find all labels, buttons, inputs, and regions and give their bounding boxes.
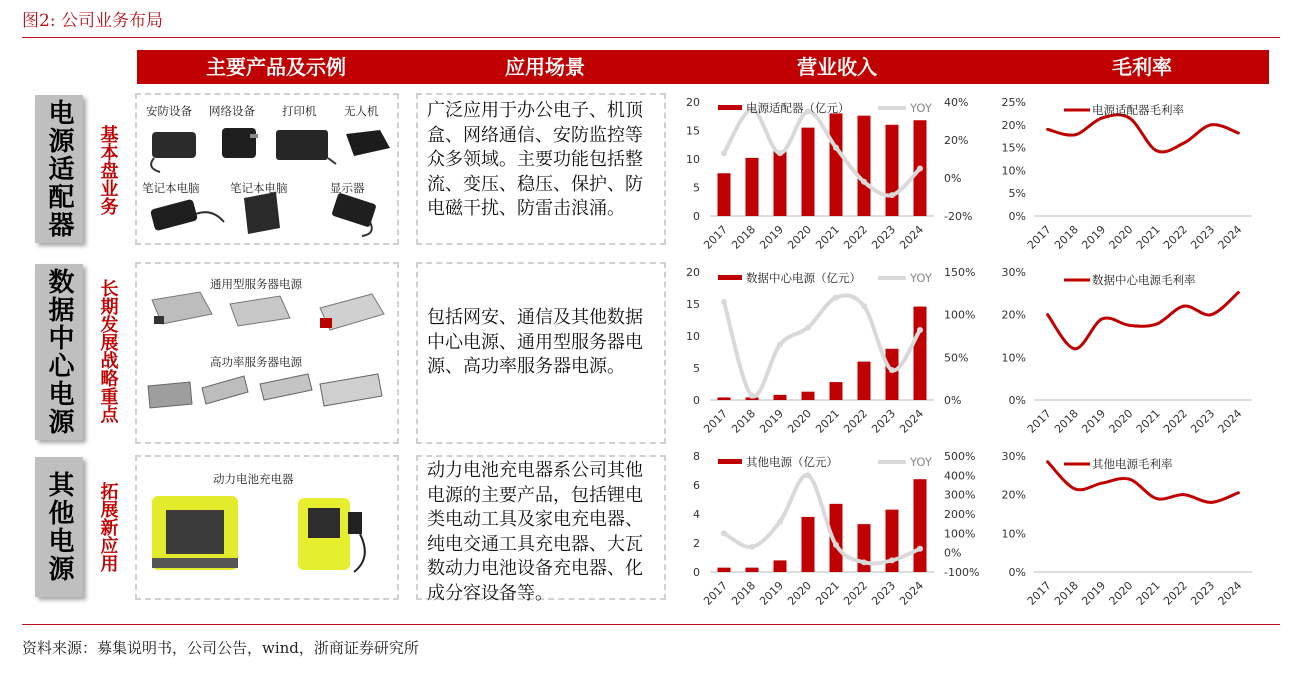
x-tick-label: 2023	[1188, 406, 1218, 436]
revenue-bar	[718, 568, 731, 572]
revenue-bar	[830, 113, 843, 216]
legend-margin-label: 电源适配器毛利率	[1092, 103, 1184, 117]
x-tick-label: 2017	[1024, 406, 1054, 436]
x-tick-label: 2024	[897, 578, 927, 608]
x-tick-label: 2023	[1188, 222, 1218, 252]
margin-point	[1237, 291, 1240, 294]
hp-server-psu-image	[202, 376, 248, 404]
laptop-adapter2-image	[244, 192, 280, 234]
x-tick-label: 2020	[1106, 222, 1136, 252]
desc-other: 动力电池充电器系公司其他电源的主要产品，包括锂电类电动工具及家电充电器、纯电交通工具充电器、大瓦数动力电池设备充电器、化成分容设备等。	[427, 460, 643, 604]
legend-yoy-label: YOY	[910, 271, 932, 285]
x-tick-label: 2023	[869, 406, 899, 436]
margin-point	[1155, 497, 1158, 500]
margin-point	[1210, 313, 1213, 316]
y-tick-label: 25%	[1001, 96, 1026, 109]
x-tick-label: 2017	[1024, 222, 1054, 252]
legend-bar-swatch	[718, 105, 742, 110]
yoy-point	[833, 145, 839, 151]
x-tick-label: 2022	[1161, 222, 1190, 252]
x-tick-label: 2023	[869, 578, 899, 608]
x-tick-label: 2022	[841, 578, 871, 608]
revenue-bar	[802, 128, 815, 216]
x-tick-label: 2023	[1188, 578, 1218, 608]
y-tick-label: 10%	[1001, 527, 1026, 541]
hp-server-psu-image	[148, 382, 192, 408]
x-tick-label: 2019	[757, 222, 787, 252]
yoy-point	[861, 559, 867, 565]
revenue-bar	[914, 307, 927, 400]
y-tick-label: 10	[686, 330, 700, 343]
yoy-point	[917, 327, 923, 333]
x-tick-label: 2022	[1161, 406, 1190, 436]
revenue-bar	[886, 349, 899, 400]
legend-bar-swatch	[718, 275, 742, 280]
revenue-bar	[802, 517, 815, 572]
x-tick-label: 2017	[1024, 578, 1054, 608]
x-tick-label: 2021	[813, 406, 843, 436]
y-tick-label: 20%	[1001, 118, 1026, 132]
y2-tick-label: 50%	[944, 351, 969, 365]
server-psu-image	[152, 292, 212, 324]
x-tick-label: 2020	[785, 406, 815, 436]
revenue-chart-other	[672, 444, 988, 614]
margin-point	[1182, 493, 1185, 496]
margin-point	[1182, 142, 1185, 145]
y-tick-label: 4	[693, 508, 700, 521]
x-tick-label: 2024	[1215, 578, 1245, 608]
x-tick-label: 2024	[1215, 406, 1245, 436]
x-tick-label: 2020	[785, 222, 815, 252]
yoy-point	[833, 295, 839, 301]
y-tick-label: 2	[693, 537, 700, 550]
margin-point	[1210, 501, 1213, 504]
other-product-images	[140, 488, 396, 598]
y-tick-label: 6	[693, 479, 700, 492]
y-tick-label: 30%	[1001, 450, 1026, 463]
product-label: 无人机	[344, 104, 379, 118]
margin-line	[1048, 292, 1239, 348]
legend-margin-label: 其他电源毛利率	[1092, 457, 1173, 471]
header-products: 主要产品及示例	[206, 55, 346, 79]
row-label-adapter: 电源适配器	[35, 95, 83, 243]
x-tick-label: 2024	[1215, 222, 1245, 252]
monitor-adapter-image	[331, 192, 376, 236]
product-label: 网络设备	[209, 104, 255, 118]
yoy-point	[749, 393, 755, 399]
x-tick-label: 2021	[1133, 222, 1163, 252]
margin-point	[1101, 482, 1104, 485]
x-tick-label: 2017	[701, 406, 731, 436]
printer-adapter-image	[276, 130, 336, 164]
x-tick-label: 2021	[813, 578, 843, 608]
revenue-chart-adapter	[672, 90, 988, 258]
row-tag-other: 拓展新应用	[97, 482, 119, 572]
x-tick-label: 2018	[1052, 406, 1081, 436]
margin-point	[1155, 149, 1158, 152]
margin-point	[1073, 133, 1076, 136]
yoy-point	[833, 542, 839, 548]
y-tick-label: 0%	[1008, 566, 1026, 579]
margin-point	[1128, 478, 1131, 481]
x-tick-label: 2020	[1106, 406, 1136, 436]
product-label: 笔记本电脑	[230, 181, 288, 195]
x-tick-label: 2022	[841, 222, 871, 252]
y2-tick-label: -20%	[944, 210, 973, 223]
yoy-point	[721, 299, 727, 305]
x-tick-label: 2019	[757, 578, 787, 608]
legend-bar-swatch	[718, 459, 742, 464]
product-label: 安防设备	[146, 104, 192, 118]
y-tick-label: 5%	[1008, 187, 1026, 201]
revenue-bar	[718, 173, 731, 216]
x-tick-label: 2024	[897, 406, 927, 436]
margin-point	[1046, 313, 1049, 316]
revenue-bar	[774, 395, 787, 400]
server-psu-image	[230, 296, 290, 326]
x-tick-label: 2018	[1052, 578, 1081, 608]
yoy-point	[805, 324, 811, 330]
legend-yoy-label: YOY	[910, 101, 932, 115]
y-tick-label: 15%	[1001, 141, 1026, 155]
x-tick-label: 2019	[757, 406, 787, 436]
y2-tick-label: 100%	[944, 308, 976, 322]
y-tick-label: 30%	[1001, 266, 1026, 279]
y-tick-label: 20%	[1001, 308, 1026, 322]
margin-chart-other	[990, 444, 1266, 614]
x-tick-label: 2018	[729, 406, 759, 436]
x-tick-label: 2019	[1079, 222, 1109, 252]
datacenter-product-images	[140, 288, 396, 438]
table-header	[137, 50, 1269, 84]
x-tick-label: 2021	[1133, 406, 1163, 436]
figure-title: 图2: 公司业务布局	[22, 11, 163, 31]
x-tick-label: 2018	[729, 578, 759, 608]
figure-source: 资料来源：募集说明书，公司公告，wind，浙商证券研究所	[22, 639, 419, 657]
yoy-point	[861, 179, 867, 185]
yoy-point	[777, 519, 783, 525]
margin-point	[1182, 305, 1185, 308]
revenue-bar	[858, 116, 871, 216]
y2-tick-label: 0%	[944, 172, 962, 185]
revenue-bar	[802, 392, 815, 400]
x-tick-label: 2019	[1079, 578, 1109, 608]
y-tick-label: 0	[693, 210, 700, 223]
x-tick-label: 2020	[785, 578, 815, 608]
product-label: 打印机	[282, 104, 317, 118]
bottom-rule	[22, 624, 1280, 625]
network-adapter-image	[222, 128, 258, 158]
y2-tick-label: 150%	[944, 266, 976, 279]
yoy-point	[805, 472, 811, 478]
y-tick-label: 20	[686, 96, 700, 109]
x-tick-label: 2018	[729, 222, 759, 252]
x-tick-label: 2021	[1133, 578, 1163, 608]
y2-tick-label: 500%	[944, 450, 976, 463]
legend-yoy-label: YOY	[910, 455, 932, 469]
y-tick-label: 10%	[1001, 164, 1026, 178]
legend-bar-label: 电源适配器（亿元）	[746, 101, 850, 115]
y-tick-label: 15	[686, 298, 700, 311]
y-tick-label: 10	[686, 153, 700, 166]
margin-point	[1155, 323, 1158, 326]
x-tick-label: 2022	[1161, 578, 1190, 608]
battery-charger2-image	[298, 498, 365, 572]
product-label: 高功率服务器电源	[210, 355, 302, 369]
margin-point	[1128, 324, 1131, 327]
yoy-point	[889, 367, 895, 373]
legend-bar-label: 其他电源（亿元）	[746, 455, 838, 469]
legend-margin-label: 数据中心电源毛利率	[1092, 273, 1196, 287]
revenue-chart-datacenter	[672, 260, 988, 442]
y2-tick-label: 300%	[944, 488, 976, 502]
y-tick-label: 20%	[1001, 488, 1026, 502]
adapter-product-images	[140, 118, 396, 242]
yoy-point	[721, 530, 727, 536]
margin-point	[1046, 460, 1049, 463]
battery-charger-image	[152, 496, 238, 570]
y2-tick-label: -100%	[944, 566, 980, 579]
yoy-point	[777, 342, 783, 348]
revenue-bar	[718, 397, 731, 400]
header-scenarios: 应用场景	[505, 55, 585, 79]
header-margin: 毛利率	[1112, 55, 1172, 79]
y-tick-label: 8	[693, 450, 700, 463]
margin-point	[1237, 491, 1240, 494]
x-tick-label: 2023	[869, 222, 899, 252]
margin-point	[1046, 128, 1049, 131]
x-tick-label: 2019	[1079, 406, 1109, 436]
revenue-bar	[746, 568, 759, 572]
y-tick-label: 20	[686, 266, 700, 279]
header-revenue: 营业收入	[797, 55, 877, 79]
y2-tick-label: 0%	[944, 546, 962, 560]
revenue-bar	[886, 125, 899, 216]
y2-tick-label: 0%	[944, 394, 962, 407]
yoy-point	[889, 557, 895, 563]
row-tag-datacenter: 长期发展战略重点	[97, 279, 119, 423]
server-psu-image	[320, 294, 384, 330]
x-tick-label: 2020	[1106, 578, 1136, 608]
product-label: 显示器	[330, 181, 365, 195]
margin-point	[1073, 347, 1076, 350]
security-adapter-image	[151, 132, 196, 172]
revenue-bar	[774, 560, 787, 572]
y2-tick-label: 400%	[944, 469, 976, 483]
row-tag-adapter: 基本盘业务	[97, 125, 119, 215]
y2-tick-label: 200%	[944, 508, 976, 521]
margin-point	[1073, 487, 1076, 490]
laptop-adapter-image	[150, 199, 224, 232]
margin-line	[1048, 115, 1239, 152]
margin-point	[1101, 317, 1104, 320]
top-rule	[22, 37, 1280, 38]
x-tick-label: 2021	[813, 222, 843, 252]
legend-bar-label: 数据中心电源（亿元）	[746, 271, 861, 285]
y2-tick-label: 100%	[944, 527, 976, 541]
x-tick-label: 2022	[841, 406, 871, 436]
revenue-bar	[830, 382, 843, 400]
drone-adapter-image	[346, 130, 390, 156]
desc-adapter: 广泛应用于办公电子、机顶盒、网络通信、安防监控等众多领域。主要功能包括整流、变压、稳压、保护、防电磁干扰、防雷击浪涌。	[427, 100, 643, 219]
x-tick-label: 2018	[1052, 222, 1081, 252]
margin-chart-datacenter	[990, 260, 1266, 442]
desc-datacenter: 包括网安、通信及其他数据中心电源、通用型服务器电源、高功率服务器电源。	[427, 307, 643, 377]
y2-tick-label: 20%	[944, 134, 969, 147]
margin-point	[1210, 123, 1213, 126]
x-tick-label: 2024	[897, 222, 927, 252]
yoy-point	[777, 150, 783, 156]
yoy-point	[721, 150, 727, 156]
hp-server-psu-image	[320, 374, 382, 406]
yoy-point	[917, 546, 923, 552]
product-label: 动力电池充电器	[213, 472, 294, 486]
y-tick-label: 0%	[1008, 210, 1026, 223]
hp-server-psu-image	[260, 374, 312, 400]
y-tick-label: 5	[693, 181, 700, 195]
y-tick-label: 15	[686, 124, 700, 138]
yoy-point	[917, 166, 923, 172]
y-tick-label: 0%	[1008, 394, 1026, 407]
revenue-bar	[914, 479, 927, 572]
x-tick-label: 2017	[701, 222, 731, 252]
y-tick-label: 0	[693, 394, 700, 407]
row-label-other: 其他电源	[35, 457, 83, 597]
revenue-bar	[746, 158, 759, 216]
yoy-point	[749, 544, 755, 550]
product-label: 通用型服务器电源	[210, 277, 302, 291]
margin-chart-adapter	[990, 90, 1266, 258]
yoy-point	[861, 303, 867, 309]
row-label-datacenter: 数据中心电源	[35, 264, 83, 440]
product-label: 笔记本电脑	[142, 181, 200, 195]
revenue-bar	[774, 150, 787, 216]
margin-point	[1237, 132, 1240, 135]
revenue-bar	[858, 362, 871, 400]
yoy-point	[889, 192, 895, 198]
x-tick-label: 2017	[701, 578, 731, 608]
y-tick-label: 0	[693, 566, 700, 579]
y-tick-label: 5	[693, 362, 700, 375]
y2-tick-label: 40%	[944, 96, 969, 109]
y-tick-label: 10%	[1001, 351, 1026, 365]
